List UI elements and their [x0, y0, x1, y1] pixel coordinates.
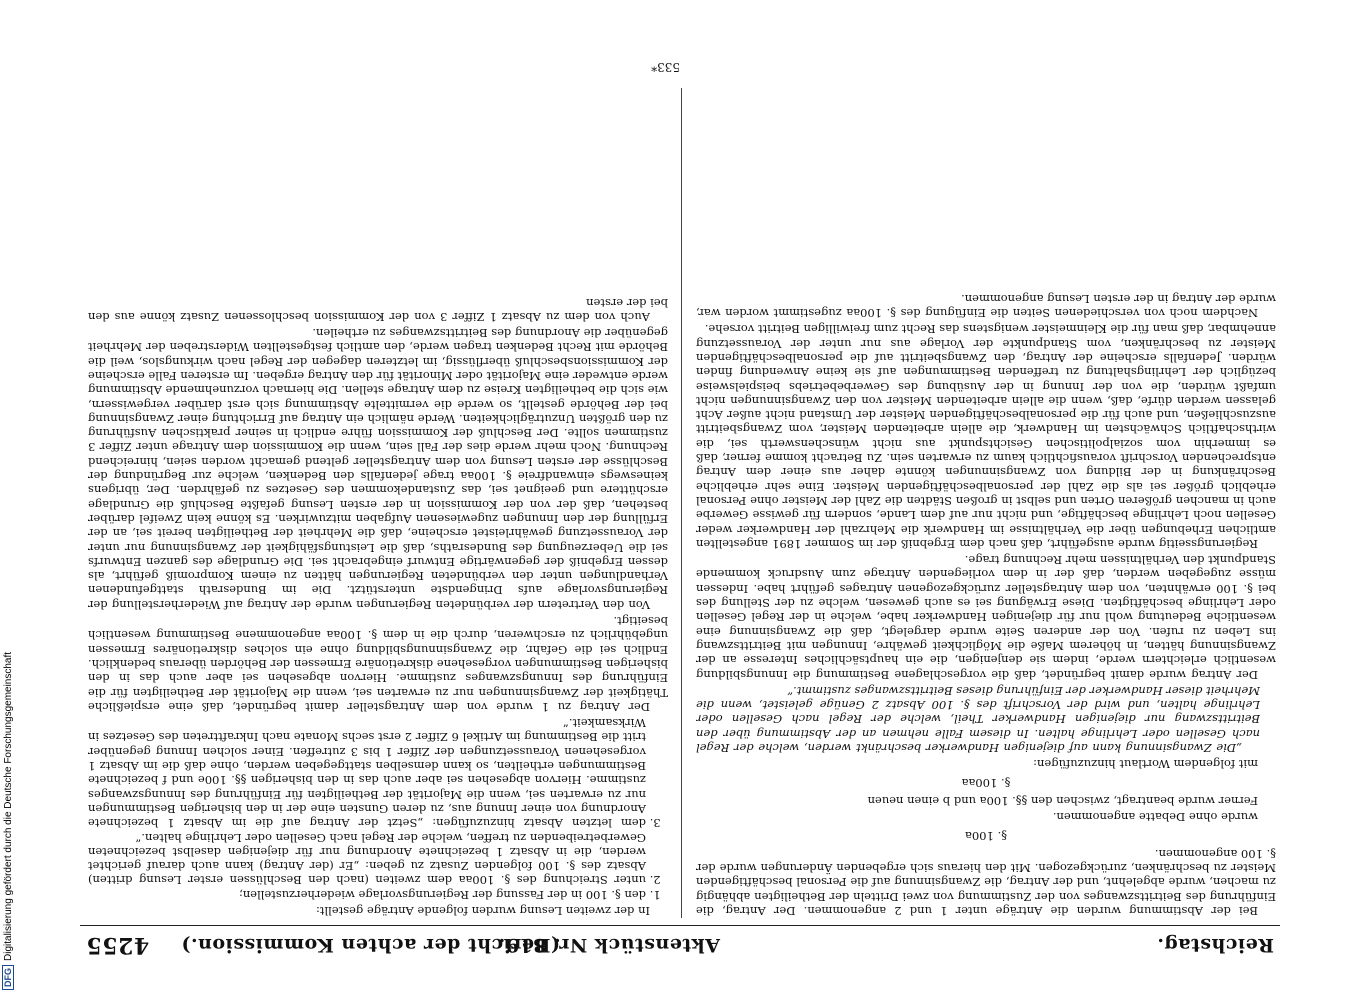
header-document-number: Aktenstück Nr. 819.	[498, 934, 720, 956]
section-heading: §. 100aa	[961, 775, 1011, 790]
funding-caption-text: Digitalisierung gefördert durch die Deutsche Forschungsgemeinschaft	[3, 651, 14, 961]
header-commission-tag: (Bericht der achten Kommission.)	[180, 934, 560, 956]
text-column-left	[696, 88, 1276, 918]
paragraph: Von den Vertretern der verbündeten Regierungen wurde der Antrag auf Wiederherstellung der Regierungsvorlage aufs Dringendste unterstützt. Die im Bundesrath stattgefundenen Verhandlungen unter den verbündeten Regierungen hätten zu einem Kompromiß geführt, als dessen Ergebniß der gegenwärtige Entwurf eingebracht sei. Die Grundlage des ganzen Entwurfs sei die Ueberzeugung des Bundesraths, daß die Leistungsfähigkeit der Zwangsinnung nur unter der Voraussetzung gewährleistet erscheine, daß die Mehrheit der Betheiligten bereit sei, an der Erfüllung der den Innungen zugewiesenen Aufgaben mitzuwirken. Es könne kein Zweifel darüber bestehen, daß der von der Kommission in der ersten Lesung gefaßte Beschluß die Grundlage erschüttere und geeignet sei, das Zustandekommen des Gesetzes zu gefährden. Der, übrigens keineswegs einwandfreie §. 100aa trage jedenfalls den Bedenken, welche zur Begründung der Beschlüsse der ersten Lesung von dem Antragsteller geltend gemacht worden seien, hinreichend Rechnung. Noch mehr werde dies der Fall sein, wenn die Kommission dem Antrage unter Ziffer 3 zustimmen sollte. Der Beschluß der Kommission führe endlich in seiner praktischen Ausführung zu den größten Unzuträglichkeiten. Werde nämlich ein Antrag auf Errichtung einer Zwangsinnung bei der Behörde gestellt, so werde die vermittelte Abstimmung sich erst darüber vergewissern, wie sich die betheiligten Kreise zu dem Antrage stellen. Die hiernach vorzunehmende Abstimmung werde entweder eine Majorität oder Minorität für den Antrag ergeben. Im ersteren Falle erscheine der Kommissionsbeschluß überflüssig, im letzteren dagegen der Regel nach wirkungslos, weil die Behörde mit Recht Bedenken tragen werde, den amtlich festgestellten Widerstreben der Mehrheit gegenüber die Anordnung des Beitrittszwanges zu ertheilen.	[88, 326, 668, 612]
paragraph: Der Antrag wurde damit begründet, daß die vorgeschlagene Bestimmung die Innungsbildung wesentlich erleichtern werde, indem sie denjenigen, die ein hauptsächliches Interesse an der Zwangsinnung hätten, in höherem Maße die Möglichkeit gewähre, Innungen mit Beitrittszwang ins Leben zu rufen. Von der anderen Seite wurde dargelegt, daß die Zwangsinnung eine wesentliche Bedeutung wohl nur für diejenigen Handwerker habe, welche in der Regel Gesellen oder Lehrlinge beschäftigten. Diese Erwägung sei es auch gewesen, welche zu der Stellung des bei §. 100 erwähnten, von dem Antragsteller zurückgezogenen Antrages geführt habe. Indessen müsse zugegeben werden, daß der in dem vorliegenden Antrage zum Ausdruck kommende Standpunkt den Verhältnissen mehr Rechnung trage.	[696, 553, 1276, 682]
dfg-logo: DFG	[2, 965, 14, 990]
paragraph: Ferner wurde beantragt, zwischen den §§. 100a und b einen neuen	[867, 793, 1258, 808]
scanned-page	[80, 60, 1350, 982]
sheet-signature-mark: 533*	[651, 60, 680, 74]
numbered-list	[88, 716, 668, 902]
header-left: Reichstag.	[1156, 934, 1274, 956]
paragraph: Bei der Abstimmung wurden die Anträge unter 1 und 2 angenommen. Der Antrag, die Einführung des Beitrittszwanges von der Zustimmung von zwei Dritteln der Betheiligten abhängig zu machen, wurde abgelehnt, und der Antrag, die Zwangsinnung auf die Personal beschäftigenden Meister zu beschränken, zurückgezogen. Mit den hieraus sich ergebenden Änderungen wurde der §. 100 angenommen.	[696, 846, 1276, 918]
quoted-text: „Die Zwangsinnung kann auf diejenigen Handwerker beschränkt werden, welche der Regel nach Gesellen oder Lehrlinge halten. In diesem Falle nehmen an der Abstimmung über den Beitrittszwang nur diejenigen Handwerker Theil, welche der Regel nach Gesellen oder Lehrlinge halten, und wird der Vorschrift des §. 100 Absatz 2 Genüge geleistet, wenn die Mehrheit dieser Handwerker der Einführung dieses Beitrittszwanges zustimmt.“	[696, 683, 1260, 756]
list-item: 3. dem letzten Absatz hinzuzufügen: „Setzt der Antrag auf die im Absatz 1 bezeichnete Anordnung von einer Innung aus, zu deren Gunsten eine der in den bisherigen Bestimmungen nur zu erwarten sei, wenn die Majorität der Betheiligten für Einführung des Innungszwanges zustimme. Hiervon abgesehen sei aber auch das in den bisherigen §§. 100e und f bezeichnete Bestimmungen ertheilten, so kann demselben stattgegeben werden, ohne daß die im Absatz 1 vorgesehenen Voraussetzungen der Ziffer 1 bis 3 zutreffen. Einer solchen Innung gegenüber tritt die Bestimmung im Artikel 6 Ziffer 2 erst sechs Monate nach Inkrafttreten des Gesetzes in Wirksamkeit.“	[88, 716, 646, 830]
paragraph: Der Antrag zu 1 wurde von dem Antragsteller damit begründet, daß eine erspießliche Thätigkeit der Zwangsinnungen nur zu erwarten sei, wenn die Majorität der Betheiligten für die Einführung des Innungszwanges zustimme. Hiervon abgesehen sei aber auch das in den bisherigen Bestimmungen vorgesehene diskretionäre Ermessen der Behörden überaus bedenklich. Endlich sei die Gefahr, die Zwangsinnungsbildung ohne ein solches diskretionäres Ermessen ungebührlich zu erschweren, durch die in dem §. 100aa angenommene Bestimmung wesentlich beseitigt.	[88, 614, 668, 714]
printed-sheet	[80, 60, 1280, 962]
page-number: 4255	[86, 932, 150, 958]
page-header	[80, 925, 1280, 962]
paragraph: mit folgendem Wortlaut hinzuzufügen:	[1033, 757, 1258, 772]
section-heading: §. 100a	[965, 828, 1007, 843]
paragraph: Auch von dem zu Absatz 1 Ziffer 3 von der Kommission beschlossenen Zusatz könne aus den bei der ersten	[88, 295, 668, 324]
paragraph: Nachdem noch von verschiedenen Seiten die Einfügung des §. 100aa zugestimmt worden war, wurde der Antrag in der ersten Lesung angenommen.	[696, 291, 1276, 321]
column-divider	[681, 88, 682, 918]
paragraph: wurde ohne Debatte angenommen.	[1052, 810, 1258, 825]
paragraph: In der zweiten Lesung wurden folgende Anträge gestellt:	[315, 904, 650, 918]
text-column-right	[88, 88, 668, 918]
list-item: 1. den §. 100 in der Fassung der Regierungsvorlage wiederherzustellen;	[88, 887, 646, 901]
funding-caption	[2, 652, 14, 990]
paragraph: Regierungsseitig wurde ausgeführt, daß nach dem Ergebniß der im Sommer 1891 angestellten amtlichen Erhebungen über die Verhältnisse im Handwerk die Mehrzahl der Handwerker weder Gesellen noch Lehrlinge beschäftige, und nicht nur auf dem Lande, sondern für gewisse Gewerbe auch in manchen größeren Orten und selbst in großen Städten die Zahl der Meister ohne Personal erheblich größer sei als die Zahl der personalbeschäftigenden Meister. Eine sehr erhebliche Beschränkung in der Bildung von Zwangsinnungen könnte daher aus einer dem Antrag entsprechenden Vorschrift vorausfichtlich kaum zu erwarten sein. Zu Betracht komme ferner, daß es immerhin vom sozialpolitischen Gesichtspunkt aus nicht wünschenswerth sei, die wirthschaftlich Schwächsten im Handwerk, die allein arbeitenden Meister, vom Zwangsbeitritt auszuschließen, und auch für die personalbeschäftigenden Meister der Umstand nicht außer Acht gelassen werden dürfe, daß, wenn die allein arbeitenden Meister von den Zwangsinnungen nicht umfaßt würden, die von der Innung in der Ausübung des Gewerbebetriebs beispielsweise bezüglich der Lehrlingshaltung zu treffenden Bestimmungen auf sie keine Anwendung finden würden. Jedenfalls erscheine der Antrag, den Zwangsbeitritt auf die personalbeschäftigenden Meister zu beschränken, vom Standpunkte der Vorlage aus nur unter der Voraussetzung annehmbar, daß man für die Kleinmeister wenigstens das Recht zum freiwilligen Beitritt vorsehe.	[696, 322, 1276, 551]
list-item: 2. unter Streichung des §. 100aa dem zweiten (nach den Beschlüssen erster Lesung dritten) Absatz des §. 100 folgenden Zusatz zu geben: „Er (der Antrag) kann auch darauf gerichtet werden, die in Absatz 1 bezeichnete Anordnung nur für diejenigen daselbst bezeichneten Gewerbetreibenden zu treffen, welche der Regel nach Gesellen oder Lehrlinge halten.“	[88, 830, 646, 887]
